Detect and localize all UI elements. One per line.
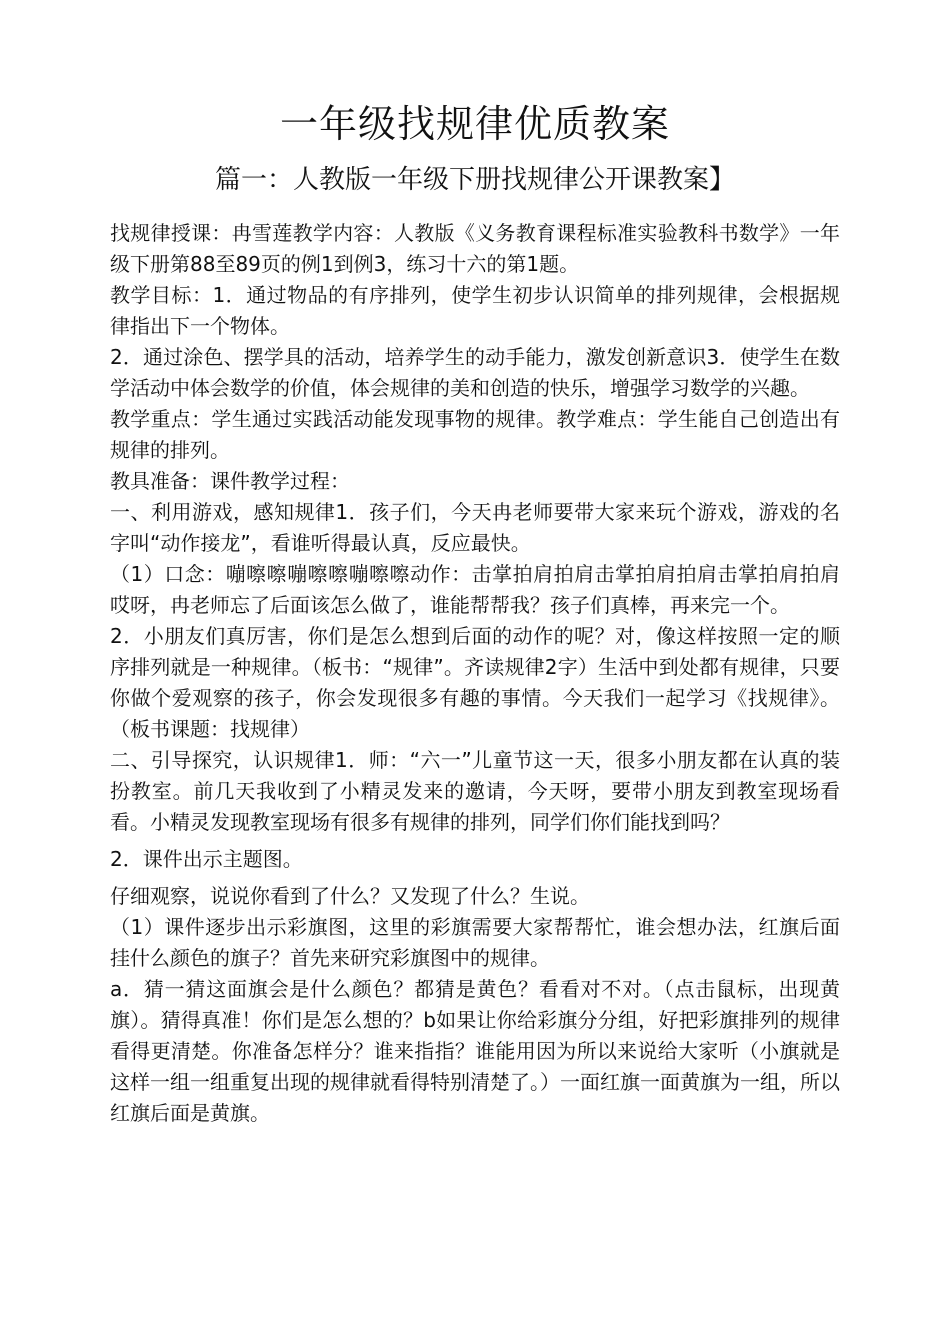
document-title: 一年级找规律优质教案 [279,102,670,146]
paragraph: 2．课件出示主题图。 [110,847,303,871]
paragraph: 教学重点：学生通过实践活动能发现事物的规律。教学难点：学生能自己创造出有规律的排列。 [110,407,840,462]
paragraph: 一、利用游戏，感知规律1．孩子们，今天冉老师要带大家来玩个游戏，游戏的名字叫“动作接龙”，看谁听得最认真，反应最快。 [110,500,840,555]
paragraph: （1）口念：嘣嚓嚓嘣嚓嚓嘣嚓嚓动作：击掌拍肩拍肩击掌拍肩拍肩击掌拍肩拍肩哎呀，冉老师忘了后面该怎么做了，谁能帮帮我？孩子们真棒，再来完一个。 [110,562,840,617]
paragraph: 2．小朋友们真厉害，你们是怎么想到后面的动作的呢？对，像这样按照一定的顺序排列就是一种规律。（板书：“规律”。齐读规律2字）生活中到处都有规律，只要你做个爱观察的孩子，你会发现很多有趣的事情。今天我们一起学习《找规律》。（板书课题：找规律） [110,624,840,741]
paragraph: （1）课件逐步出示彩旗图，这里的彩旗需要大家帮帮忙，谁会想办法，红旗后面挂什么颜色的旗子？首先来研究彩旗图中的规律。 [110,915,840,970]
paragraph: 二、引导探究，认识规律1．师：“六一”儿童节这一天，很多小朋友都在认真的装扮教室。前几天我收到了小精灵发来的邀请，今天呀，要带小朋友到教室现场看看。小精灵发现教室现场有很多有规律的排列，同学们你们能找到吗？ [110,748,840,834]
paragraph: 找规律授课：冉雪莲教学内容：人教版《义务教育课程标准实验教科书数学》一年级下册第88至89页的例1到例3，练习十六的第1题。 [110,221,840,276]
paragraph: 教学目标：1．通过物品的有序排列，使学生初步认识简单的排列规律，会根据规律指出下一个物体。 [110,283,840,338]
paragraph: 仔细观察，说说你看到了什么？又发现了什么？生说。 [110,884,590,908]
paragraph: 2．通过涂色、摆学具的活动，培养学生的动手能力，激发创新意识3．使学生在数学活动中体会数学的价值，体会规律的美和创造的快乐，增强学习数学的兴趣。 [110,345,840,400]
paragraph: a．猜一猜这面旗会是什么颜色？都猜是黄色？看看对不对。（点击鼠标，出现黄旗）。猜得真准！你们是怎么想的？b如果让你给彩旗分分组，好把彩旗排列的规律看得更清楚。你准备怎样分？谁来指指？谁能用因为所以来说给大家听（小旗就是这样一组一组重复出现的规律就看得特别清楚了。）一面红旗一面黄旗为一组，所以红旗后面是黄旗。 [110,977,840,1125]
paragraph: 教具准备：课件教学过程： [110,469,350,493]
document-subtitle: 篇一：人教版一年级下册找规律公开课教案】 [214,165,735,195]
document-body [110,218,840,1129]
